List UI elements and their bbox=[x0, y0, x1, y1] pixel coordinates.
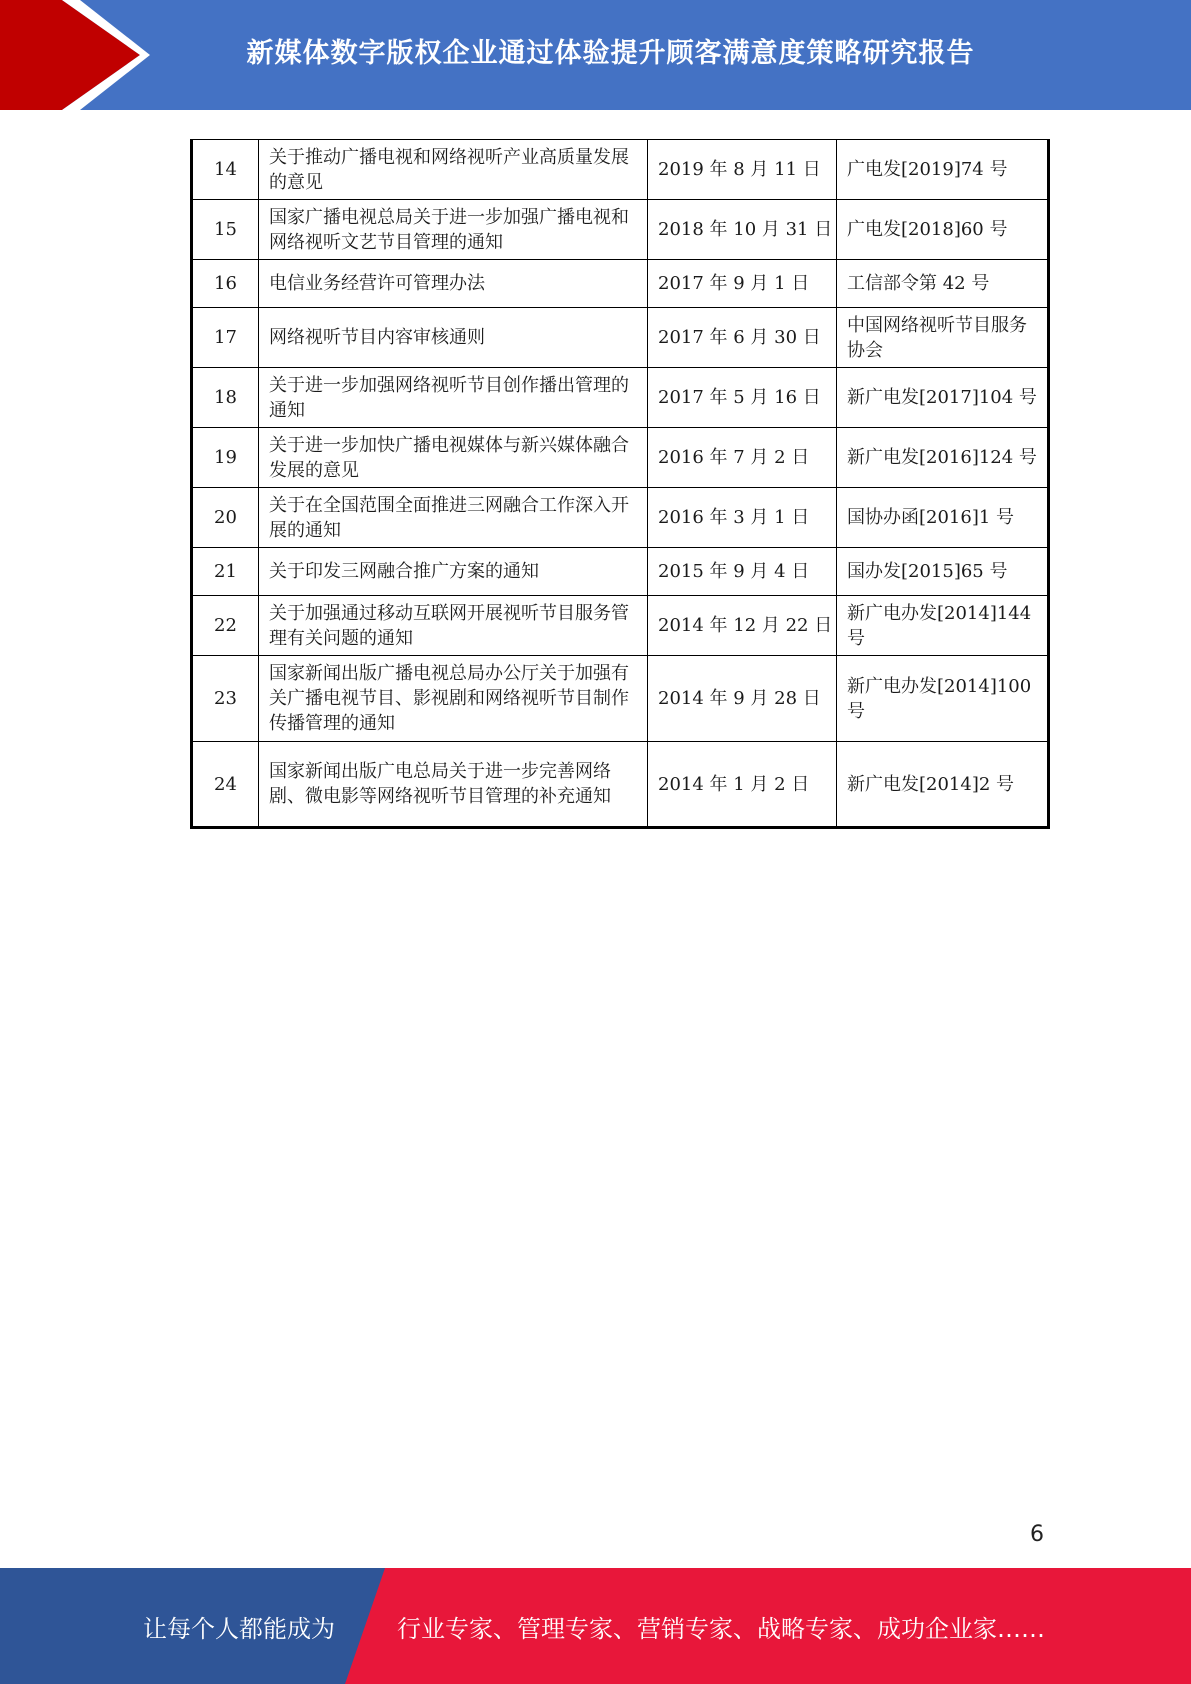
row-title: 网络视听节目内容审核通则 bbox=[259, 308, 648, 368]
row-doc-number: 新广电办发[2014]100 号 bbox=[837, 656, 1049, 742]
page-title: 新媒体数字版权企业通过体验提升顾客满意度策略研究报告 bbox=[246, 37, 975, 69]
footer-slogan-left: 让每个人都能成为 bbox=[143, 1614, 335, 1643]
row-number: 22 bbox=[192, 596, 259, 656]
row-number: 17 bbox=[192, 308, 259, 368]
row-title: 国家广播电视总局关于进一步加强广播电视和网络视听文艺节目管理的通知 bbox=[259, 200, 648, 260]
regulations-table bbox=[190, 139, 1050, 829]
row-title: 关于进一步加快广播电视媒体与新兴媒体融合发展的意见 bbox=[259, 428, 648, 488]
row-number: 21 bbox=[192, 548, 259, 596]
table-row bbox=[192, 742, 1049, 828]
table-row bbox=[192, 308, 1049, 368]
row-date: 2015 年 9 月 4 日 bbox=[648, 548, 837, 596]
row-number: 19 bbox=[192, 428, 259, 488]
row-date: 2017 年 5 月 16 日 bbox=[648, 368, 837, 428]
table-row bbox=[192, 140, 1049, 200]
row-title: 关于加强通过移动互联网开展视听节目服务管理有关问题的通知 bbox=[259, 596, 648, 656]
row-doc-number: 国协办函[2016]1 号 bbox=[837, 488, 1049, 548]
row-date: 2014 年 1 月 2 日 bbox=[648, 742, 837, 828]
row-title: 电信业务经营许可管理办法 bbox=[259, 260, 648, 308]
table-row bbox=[192, 656, 1049, 742]
row-doc-number: 新广电发[2017]104 号 bbox=[837, 368, 1049, 428]
table-row bbox=[192, 488, 1049, 548]
table-row bbox=[192, 596, 1049, 656]
table-row bbox=[192, 548, 1049, 596]
row-number: 15 bbox=[192, 200, 259, 260]
row-number: 16 bbox=[192, 260, 259, 308]
row-date: 2014 年 9 月 28 日 bbox=[648, 656, 837, 742]
row-date: 2016 年 7 月 2 日 bbox=[648, 428, 837, 488]
row-title: 关于在全国范围全面推进三网融合工作深入开展的通知 bbox=[259, 488, 648, 548]
header-bar bbox=[0, 0, 1191, 110]
row-title: 关于进一步加强网络视听节目创作播出管理的通知 bbox=[259, 368, 648, 428]
footer-banner bbox=[0, 1568, 1191, 1684]
row-number: 18 bbox=[192, 368, 259, 428]
row-doc-number: 新广电发[2014]2 号 bbox=[837, 742, 1049, 828]
row-title: 关于推动广播电视和网络视听产业高质量发展的意见 bbox=[259, 140, 648, 200]
row-number: 14 bbox=[192, 140, 259, 200]
row-doc-number: 新广电办发[2014]144 号 bbox=[837, 596, 1049, 656]
row-date: 2017 年 9 月 1 日 bbox=[648, 260, 837, 308]
row-date: 2016 年 3 月 1 日 bbox=[648, 488, 837, 548]
row-doc-number: 中国网络视听节目服务协会 bbox=[837, 308, 1049, 368]
table-row bbox=[192, 428, 1049, 488]
row-date: 2014 年 12 月 22 日 bbox=[648, 596, 837, 656]
row-doc-number: 国办发[2015]65 号 bbox=[837, 548, 1049, 596]
row-title: 国家新闻出版广电总局关于进一步完善网络剧、微电影等网络视听节目管理的补充通知 bbox=[259, 742, 648, 828]
row-number: 24 bbox=[192, 742, 259, 828]
row-doc-number: 广电发[2019]74 号 bbox=[837, 140, 1049, 200]
table-body bbox=[192, 140, 1049, 828]
row-doc-number: 新广电发[2016]124 号 bbox=[837, 428, 1049, 488]
row-number: 23 bbox=[192, 656, 259, 742]
row-number: 20 bbox=[192, 488, 259, 548]
row-date: 2019 年 8 月 11 日 bbox=[648, 140, 837, 200]
row-doc-number: 广电发[2018]60 号 bbox=[837, 200, 1049, 260]
table-row bbox=[192, 200, 1049, 260]
row-date: 2017 年 6 月 30 日 bbox=[648, 308, 837, 368]
table-row bbox=[192, 368, 1049, 428]
row-title: 国家新闻出版广播电视总局办公厅关于加强有关广播电视节目、影视剧和网络视听节目制作传播管理的通知 bbox=[259, 656, 648, 742]
table-row bbox=[192, 260, 1049, 308]
page-number: 6 bbox=[1030, 1522, 1044, 1547]
row-date: 2018 年 10 月 31 日 bbox=[648, 200, 837, 260]
row-doc-number: 工信部令第 42 号 bbox=[837, 260, 1049, 308]
footer-slogan-right: 行业专家、管理专家、营销专家、战略专家、成功企业家…… bbox=[397, 1614, 1045, 1643]
row-title: 关于印发三网融合推广方案的通知 bbox=[259, 548, 648, 596]
